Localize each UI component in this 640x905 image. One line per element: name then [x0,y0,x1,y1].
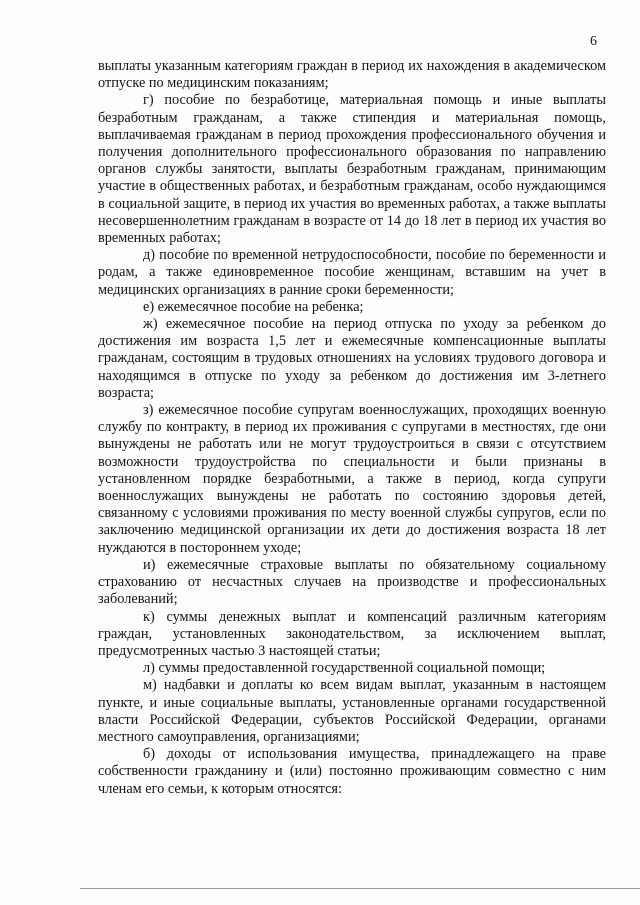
paragraph-item-b: б) доходы от использования имущества, принадлежащего на праве собственности гражданину и (или) постоянно проживающим совместно с ним членам его семьи, к которым относятся: [98,746,606,797]
paragraph-item-d: д) пособие по временной нетрудоспособности, пособие по беременности и родам, а также единовременное пособие женщинам, вставшим на учет в медицинских организациях в ранние сроки беременности; [98,247,606,298]
paragraph-item-k: к) суммы денежных выплат и компенсаций различным категориям граждан, установленных законодательством, за исключением выплат, предусмотренных частью 3 настоящей статьи; [98,608,606,659]
paragraph-item-g: г) пособие по безработице, материальная помощь и иные выплаты безработным гражданам, а также стипендия и материальная помощь, выплачиваемая гражданам в период прохождения профессионального обучения и получения дополнительного профессионального образования по направлению органов службы занятости, выплаты безработным гражданам, принимающим участие в общественных работах, и безработным гражданам, особо нуждающимся в социальной защите, в период их участия во временных работах, а также выплаты несовершеннолетним гражданам в возрасте от 14 до 18 лет в период их участия во временных работах; [98,92,606,247]
bottom-divider [80,888,640,889]
paragraph-item-z: з) ежемесячное пособие супругам военнослужащих, проходящих военную службу по контракту, в период их проживания с супругами в местностях, где они вынуждены не работать или не могут трудоустроиться в связи с отсутствием возможности трудоустройства по специальности и были признаны в установленном порядке безработными, а также в период, когда супруги военнослужащих вынуждены не работать по состоянию здоровья детей, связанному с условиями проживания по месту военной службы супругов, если по заключению медицинской организации их дети до достижения возраста 18 лет нуждаются в постороннем уходе; [98,402,606,556]
paragraph-item-zh: ж) ежемесячное пособие на период отпуска по уходу за ребенком до достижения им возраста 1,5 лет и ежемесячные компенсационные выплаты гражданам, состоящим в трудовых отношениях на условиях трудового договора и находящимся в отпуске по уходу за ребенком до достижения им 3-летнего возраста; [98,316,606,401]
paragraph-item-i: и) ежемесячные страховые выплаты по обязательному социальному страхованию от несчастных случаев на производстве и профессиональных заболеваний; [98,556,606,608]
paragraph-item-l: л) суммы предоставленной государственной социальной помощи; [143,660,546,677]
paragraph-item-e: е) ежемесячное пособие на ребенка; [143,298,364,315]
paragraph-continuation: выплаты указанным категориям граждан в период их нахождения в академическом отпуске по медицинским показаниям; [98,58,606,92]
paragraph-item-m: м) надбавки и доплаты ко всем видам выплат, указанным в настоящем пункте, и иные социальные выплаты, установленные органами государственной власти Российской Федерации, субъектов Российской Федерации, органами местного самоуправления, организациями; [98,677,606,745]
page-number: 6 [590,34,597,49]
document-body [98,58,606,798]
